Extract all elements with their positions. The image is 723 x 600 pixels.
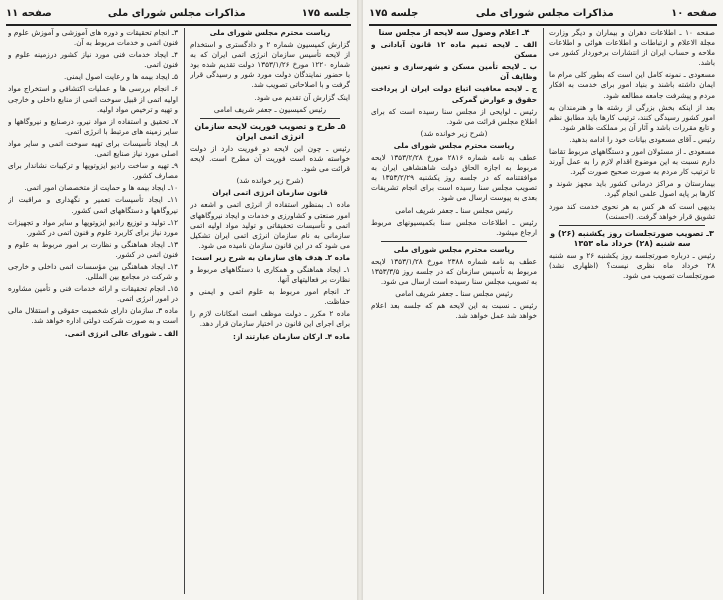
paragraph: صفحه ۱۰ ـ اطلاعات دهران و بیماران و دیگر وزارت مجلة الاعلام و ارتباطات و اطلاعات هوائی و اطلاعات ملاحه و حساب ایران از انتشارات برخوردار کشور می باشد. <box>549 28 715 68</box>
paragraph: ج ـ لایحه معافیت اتباع دولت ایران از پرداخت حقوق و عوارض گمرکی <box>371 84 537 104</box>
left-page-column-right <box>190 28 350 596</box>
section-heading: ۴ـ اعلام وصول سه لایحه از مجلس سنا <box>378 28 530 37</box>
paragraph: الف ـ لایحه تمیم ماده ۱۲ قانون آبادانی و مسکن <box>371 40 537 60</box>
paragraph: (شرح زیر خوانده شد) <box>236 176 304 186</box>
paragraph: رئیس ـ آقای مسعودی بیانات خود را ادامه بدهید. <box>569 134 715 144</box>
paragraph: اینک گزارش آن تقدیم می شود. <box>254 92 350 102</box>
left-page-column-left <box>8 28 178 596</box>
paragraph: (شرح زیر خوانده شد) <box>420 128 488 138</box>
divider <box>200 118 340 119</box>
right-header-title: مذاکرات مجلس شورای ملی <box>475 7 614 19</box>
paragraph: مسعودی ـ نمونه کامل این است که بطور کلی مرام ما ایمان داشته باشند و بنیاد امور برای خدمت به افکار مردم و پیشرفت جامعه مطالعه شود. <box>549 70 715 100</box>
paragraph: ۱۳ـ ایجاد هماهنگی و نظارت بر امور مربوط به علوم و فنون اتمی در کشور. <box>8 239 178 259</box>
section-heading: ۵ـ طرح و تصویب فوریت لایحه سازمان انرژی اتمی ایران <box>194 121 346 141</box>
column-rule <box>184 28 185 594</box>
right-header-page-number: صفحه ۱۰ <box>671 7 717 19</box>
paragraph: ریاست محترم مجلس شورای ملی <box>393 244 515 254</box>
left-header-page-number: صفحه ۱۱ <box>6 7 52 19</box>
paragraph: ۳ـ انجام تحقیقات و دوره های آموزشی و آموزش علوم و فنون اتمی و خدمات مربوط به آن. <box>8 28 178 48</box>
left-page-header <box>6 2 351 26</box>
divider <box>381 241 527 242</box>
section-heading: ۳ـ تصویب صورتجلسات روز یکشنبه (۲۶) و سه شنبه (۲۸) خرداد ماه ۱۳۵۳ <box>550 228 714 248</box>
paragraph: ۸ـ ایجاد تأسیسات برای تهیه سوخت اتمی و سایر مواد اصلی مورد نیاز صنایع اتمی. <box>8 138 178 159</box>
right-page-column-right <box>549 28 715 596</box>
paragraph: رئیس مجلس سنا ـ جعفر شریف امامی <box>395 205 513 215</box>
paragraph: ریاست محترم مجلس شورای ملی <box>209 28 331 37</box>
left-header-title: مذاکرات مجلس شورای ملی <box>107 7 246 19</box>
left-header-session: جلسه ۱۷۵ <box>301 7 351 19</box>
right-page-header <box>369 2 717 26</box>
paragraph: مسعودی ـ از مسئولان امور و دستگاههای مربوط تقاضا دارم نسبت به این موضوع اقدام لازم را به عمل آورند تا ترتیب کار مردم به صورت صحیح صورت گیرد. <box>549 147 715 177</box>
paragraph: ۲ـ انجام امور مربوط به علوم اتمی و ایمنی و حفاظت. <box>190 287 350 307</box>
paragraph: رئیس ـ اطلاعات مجلس سنا بکمیسیونهای مربوط ارجاع میشود. <box>371 217 537 237</box>
paragraph: ۵ـ ایجاد بیمه ها و رعایت اصول ایمنی. <box>64 72 178 82</box>
paragraph: بدیهی است که هر کس به هر نحوی خدمت کند مورد تشویق قرار خواهد گرفت. (احسنت) <box>549 201 715 221</box>
paragraph: ۱۵ـ انجام تحقیقات و ارائه خدمات فنی و تأمین مشاوره در امور انرژی اتمی. <box>8 284 178 304</box>
paragraph: ۱۰ـ ایجاد بیمه ها و حمایت از متخصصان امور اتمی. <box>24 183 178 193</box>
paragraph: رئیس ـ نسبت به این لایحه هم که جلسه بعد اعلام خواهد شد عمل خواهد شد. <box>371 301 537 321</box>
paragraph: ب ـ لایحه تأمین مسکن و شهرسازی و تعیین وظایف آن <box>371 62 537 82</box>
paragraph: ۱۱ـ ایجاد تأسیسات تعمیر و نگهداری و مراقبت از نیروگاهها و دستگاههای اتمی کشور. <box>8 195 178 215</box>
paragraph: عطف به نامه شماره ۲۳۸۸ مورخ ۱۳۵۳/۱/۲۸ لایحه مربوط به تأسیس سازمان که در جلسه روز ۱۳۵۳/۳/۵ به تصویب مجلس سنا رسیده است ارسال می شود. <box>371 256 537 287</box>
paragraph: رئیس ـ درباره صورتجلسه روز یکشنبه ۲۶ و سه شنبه ۲۸ خرداد ماه نظری نیست؟ (اظهاری نشد) صورتجلسات تصویب می شود. <box>549 250 715 281</box>
paragraph: بیمارستان و مراکز درمانی کشور باید مجهز شوند و کارها بر پایه اصول علمی انجام گیرد. <box>549 179 715 199</box>
paragraph: ماده ۲ـ هدف های سازمان به شرح زیر است: <box>191 252 350 262</box>
paragraph: ۱۲ـ تولید و توزیع رادیو ایزوتوپها و سایر مواد و تجهیزات مورد نیاز برای کاربرد علوم و فنون اتمی در کشور. <box>8 217 178 237</box>
paragraph: رئیس کمیسیون ـ جعفر شریف امامی <box>213 104 327 114</box>
paragraph: الف ـ شورای عالی انرژی اتمی. <box>64 328 178 338</box>
paragraph: قانون سازمان انرژی اتمی ایران <box>212 188 328 198</box>
paragraph: گزارش کمیسیون شماره ۲ و دادگستری و استخدام از لایحه تأسیس سازمان انرژی اتمی ایران که به شماره ۱۲۲۰ مورخ ۱۳۵۳/۱/۲۶ دولت تقدیم شده بود با حضور نمایندگان دولت مورد شور و رسیدگی قرار گرفت و با اصلاحاتی تصویب شد. <box>190 40 350 90</box>
left-page <box>0 0 357 600</box>
paragraph: ماده ۴ـ ارکان سازمان عبارتند از: <box>233 331 350 341</box>
paragraph: رئیس ـ لوایحی از مجلس سنا رسیده است که برای اطلاع مجلس قرائت می شود. <box>371 106 537 126</box>
paragraph: ریاست محترم مجلس شورای ملی <box>393 140 515 150</box>
column-rule <box>543 28 544 594</box>
right-page-column-left <box>371 28 537 596</box>
paragraph: ماده ۱ـ بمنظور استفاده از انرژی اتمی و اشعه در امور صنعتی و کشاورزی و خدمات و ایجاد نیروگاههای اتمی و تأسیسات تحقیقاتی و تولید مواد اولیه اتمی سازمانی به نام سازمان انرژی اتمی ایران تشکیل می شود که در این قانون سازمان نامیده می شود. <box>190 200 350 250</box>
paragraph: رئیس ـ چون این لایحه دو فوریت دارد از دولت خواسته شده است فوریت آن مطرح است. لایحه قرائت می شود. <box>190 143 350 174</box>
paragraph: ۱۴ـ ایجاد هماهنگی بین مؤسسات اتمی داخلی و خارجی و شرکت در مجامع بین المللی. <box>8 261 178 282</box>
paragraph: بعد از اینکه بخش بزرگی از رشته ها و هنرمندان به امور کشور رسیدگی کنند، ترتیب کارها باید مطابق نظم و تابع مقررات باشد و آثار آن بر مملکت ظاهر شود. <box>549 102 715 132</box>
paragraph: ۴ـ ایجاد خدمات فنی مورد نیاز کشور درزمینه علوم و فنون اتمی. <box>8 50 178 70</box>
paragraph: ۹ـ تهیه و ساخت رادیو ایزوتوپها و ترکیبات نشاندار برای مصارف کشور. <box>8 161 178 181</box>
paragraph: ۶ـ انجام بررسی ها و عملیات اکتشافی و استخراج مواد اولیه اتمی از قبیل سوخت اتمی از منابع داخلی و خارجی و تهیه و ترخیص مواد اولیه. <box>8 84 178 114</box>
paragraph: رئیس مجلس سنا ـ جعفر شریف امامی <box>395 289 513 299</box>
paragraph: ماده ۳ـ سازمان دارای شخصیت حقوقی و استقلال مالی است و به صورت شرکت دولتی اداره خواهد شد. <box>8 306 178 326</box>
paragraph: عطف به نامه شماره ۲۸۱۶ مورخ ۱۳۵۳/۲/۲۸ لایحه مربوط به اجازه الحاق دولت شاهنشاهی ایران به موافقتنامه که در جلسه روز یکشنبه ۱۳۵۳/۲/۲۹ به تصویب مجلس سنا رسیده است برای انجام تشریفات بعدی به پیوست ارسال می شود. <box>371 153 537 203</box>
paragraph: ماده ۲ مکرر ـ دولت موظف است امکانات لازم را برای اجرای این قانون در اختیار سازمان قرار دهد. <box>190 309 350 329</box>
divider <box>559 225 705 226</box>
paragraph: ۷ـ تحقیق و استفاده از مواد نیرو، درصنایع و نیروگاهها و سایر زمینه های مرتبط با انرژی اتمی. <box>8 116 178 136</box>
right-header-session: جلسه ۱۷۵ <box>369 7 419 19</box>
paragraph: ۱ـ ایجاد هماهنگی و همکاری با دستگاههای مربوط و نظارت بر فعالیتهای آنها. <box>190 264 350 285</box>
right-page <box>363 0 723 600</box>
